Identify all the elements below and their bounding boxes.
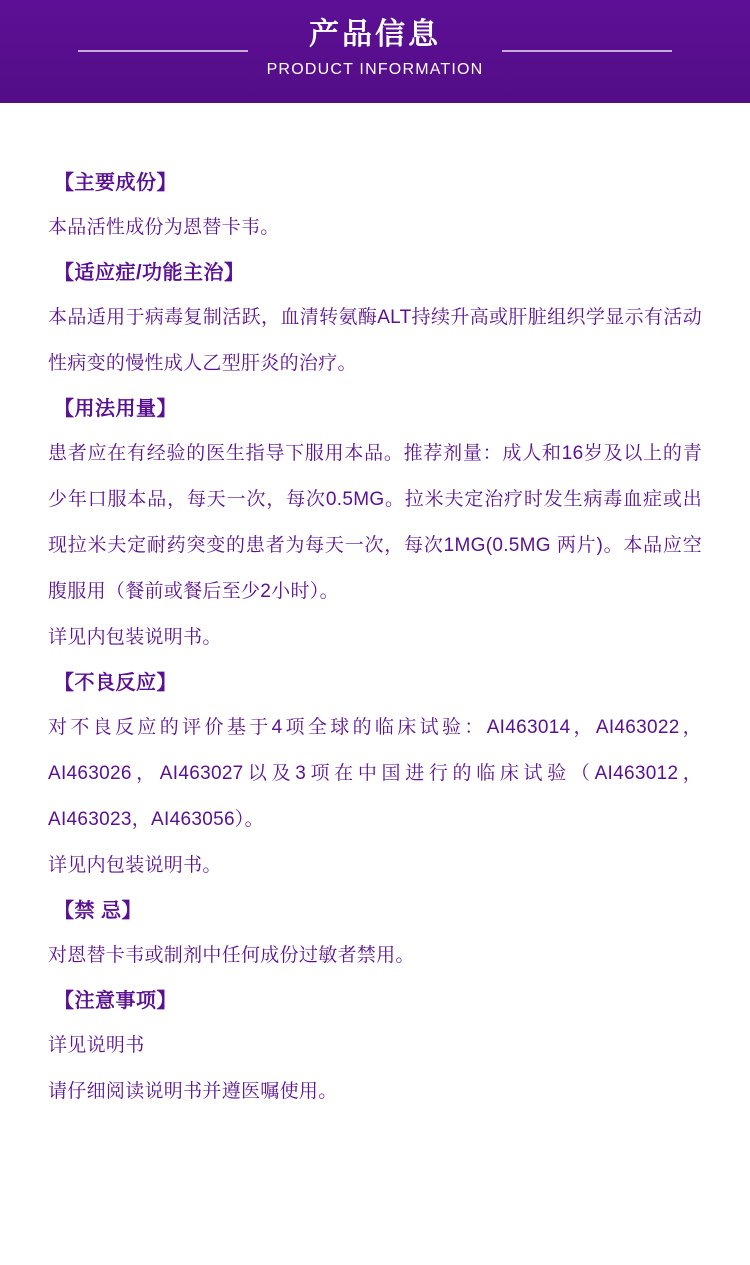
section-dosage	[48, 387, 702, 661]
section-contraindications	[48, 889, 702, 979]
section-heading: 【不良反应】	[54, 672, 177, 694]
section-paragraph: 对不良反应的评价基于4项全球的临床试验：AI463014，AI463022，AI463026，AI463027以及3项在中国进行的临床试验（AI463012，AI463023，AI463056）。	[48, 717, 702, 830]
section-heading: 【用法用量】	[54, 398, 177, 420]
section-paragraph: 患者应在有经验的医生指导下服用本品。推荐剂量：成人和16岁及以上的青少年口服本品，每天一次，每次0.5MG。拉米夫定治疗时发生病毒血症或出现拉米夫定耐药突变的患者为每天一次，每次1MG(0.5MG 两片)。本品应空腹服用（餐前或餐后至少2小时）。	[48, 443, 702, 602]
section-precautions	[48, 979, 702, 1115]
section-adverse-reactions	[48, 661, 702, 889]
section-main-ingredients	[48, 161, 702, 251]
section-indications	[48, 251, 702, 387]
section-paragraph: 详见说明书	[48, 1035, 145, 1056]
header-text-block	[0, 0, 750, 103]
page-title: 产品信息	[309, 18, 441, 51]
page-subtitle: PRODUCT INFORMATION	[266, 61, 484, 78]
section-paragraph: 本品活性成份为恩替卡韦。	[48, 217, 280, 238]
page-header-banner	[0, 0, 750, 103]
section-paragraph: 本品适用于病毒复制活跃，血清转氨酶ALT持续升高或肝脏组织学显示有活动性病变的慢性成人乙型肝炎的治疗。	[48, 307, 702, 374]
section-paragraph: 对恩替卡韦或制剂中任何成份过敏者禁用。	[48, 945, 415, 966]
section-heading: 【适应症/功能主治】	[54, 262, 245, 284]
section-heading: 【禁 忌】	[54, 900, 143, 922]
section-heading: 【主要成份】	[54, 172, 177, 194]
section-paragraph: 详见内包装说明书。	[48, 855, 222, 876]
section-heading: 【注意事项】	[54, 990, 177, 1012]
section-paragraph: 详见内包装说明书。	[48, 627, 222, 648]
content-body	[0, 103, 750, 1115]
section-paragraph: 请仔细阅读说明书并遵医嘱使用。	[48, 1081, 338, 1102]
